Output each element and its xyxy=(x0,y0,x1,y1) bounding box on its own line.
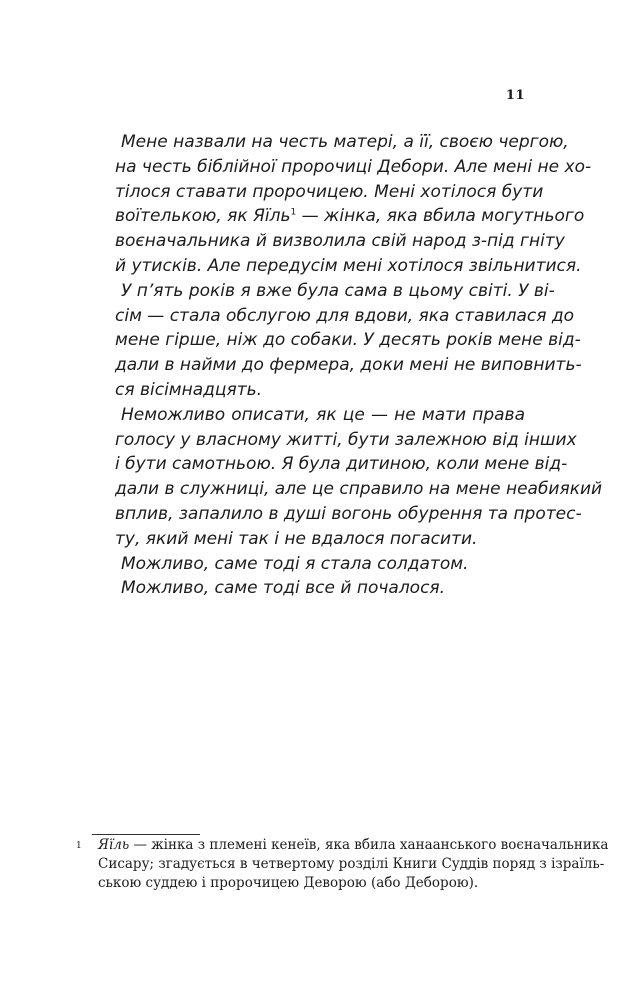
footnote-body xyxy=(98,836,609,893)
text-line: ту, який мені так і не вдалося погасити. xyxy=(115,528,478,549)
footnote-term: Яїль xyxy=(98,837,130,853)
text-line: голосу у власному житті, бути залежною від інших xyxy=(115,429,577,450)
footnote-divider xyxy=(92,834,200,835)
footnote-line xyxy=(98,836,609,855)
footnote-line: Сисару; згадується в четвертому розділі Книги Суддів поряд з ізраїль- xyxy=(98,856,605,872)
text-line-with-footnote xyxy=(115,204,585,229)
text-line: й утисків. Але передусім мені хотілося звільнитися. xyxy=(115,255,582,276)
text-line: У п’ять років я вже була сама в цьому світі. У ві- xyxy=(121,280,555,301)
text-line: Можливо, саме тоді все й почалося. xyxy=(121,578,446,599)
text-line: Можливо, саме тоді я стала солдатом. xyxy=(121,553,469,574)
text-line: на честь біблійної пророчиці Дебори. Але мені не хо- xyxy=(115,156,592,177)
footnote-marker: 1 xyxy=(76,841,82,851)
text-line: Неможливо описати, як це — не мати права xyxy=(121,404,525,425)
text-line: і бути самотньою. Я була дитиною, коли мене від- xyxy=(115,454,568,475)
page-number: 11 xyxy=(505,88,525,103)
text-line: ся вісімнадцять. xyxy=(115,379,263,400)
text-line: сім — стала обслугою для вдови, яка ставилася до xyxy=(115,305,575,326)
footnote-reference[interactable]: 1 xyxy=(290,207,297,218)
text-line: дали в служниці, але це справило на мене неабиякий xyxy=(115,479,603,500)
text-line: воєначальника й визволила свій народ з-під гніту xyxy=(115,231,565,252)
text-line: мене гірше, ніж до собаки. У десять років мене від- xyxy=(115,330,581,351)
text-segment: воїтелькою, як Яїль xyxy=(115,206,291,227)
text-line: Мене назвали на честь матері, а її, своєю чергою, xyxy=(121,132,569,152)
text-line: вплив, запалило в душі вогонь обурення та протес- xyxy=(115,503,582,524)
footnote-line: ською суддею і пророчицею Деворою (або Деборою). xyxy=(98,875,479,891)
text-line: тілося ставати пророчицею. Мені хотілося бути xyxy=(115,181,544,202)
text-segment: — жінка, яка вбила могутнього xyxy=(296,206,585,227)
main-text xyxy=(115,130,603,601)
text-line: дали в найми до фермера, доки мені не виповнить- xyxy=(115,355,582,376)
footnote-text: — жінка з племені кенеїв, яка вбила ханаанського воєначальника xyxy=(129,837,609,853)
